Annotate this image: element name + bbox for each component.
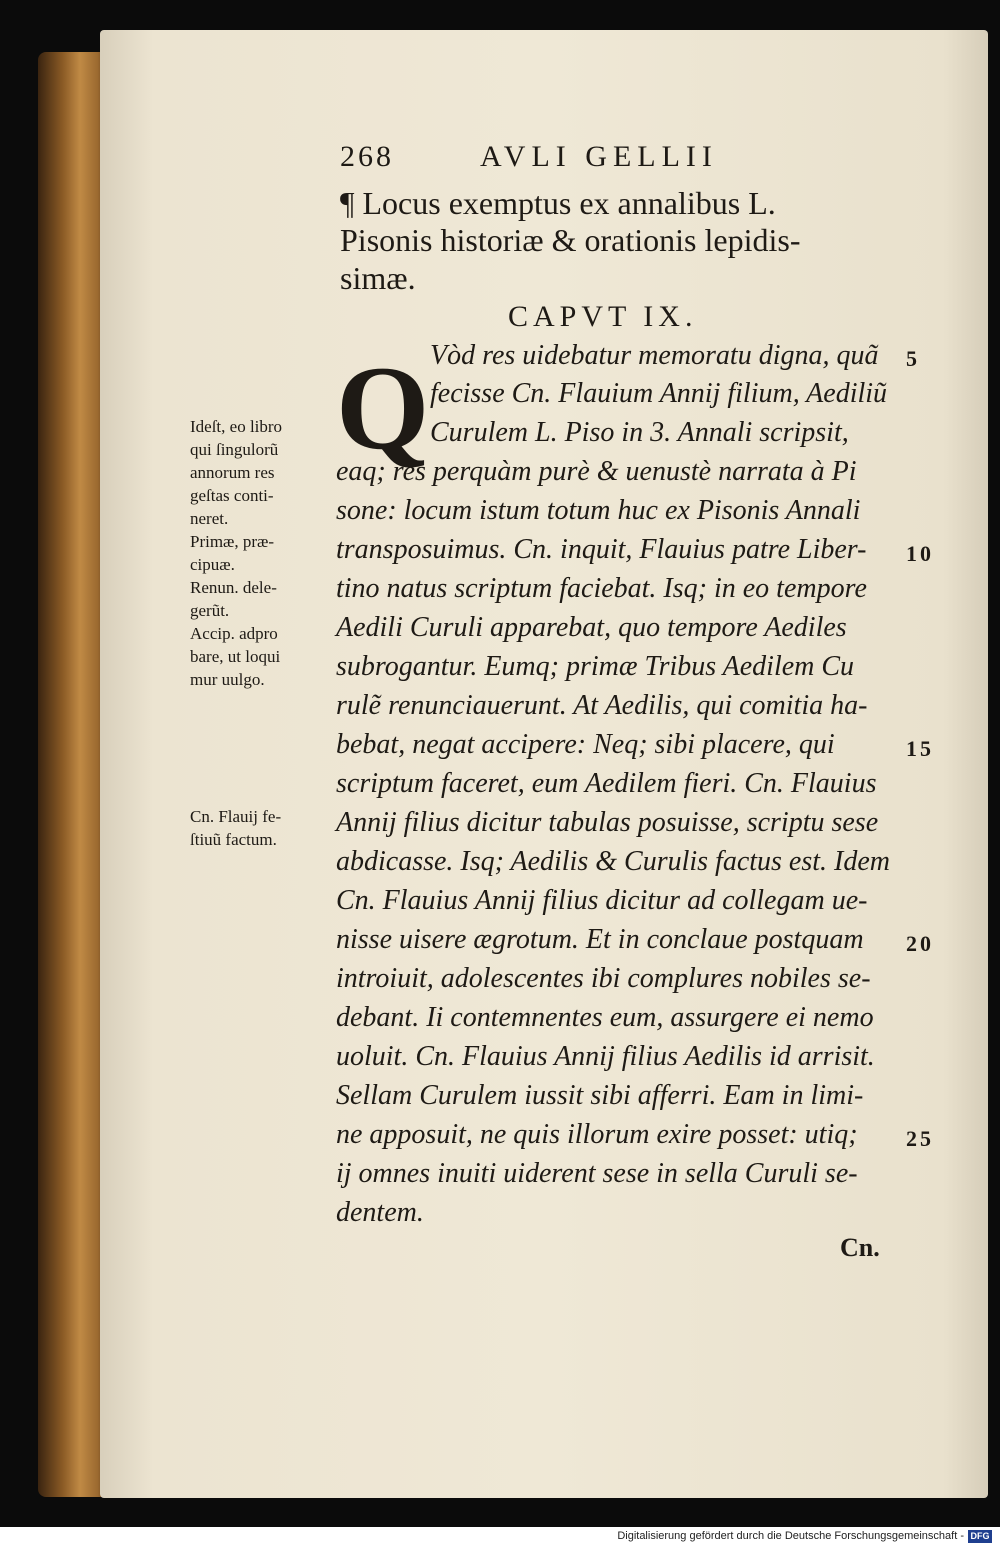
footer-bar: [0, 1527, 1000, 1547]
marginal-note-line: qui ſingulorũ: [190, 440, 279, 459]
body-line: Sellam Curulem iussit sibi afferri. Eam in limi-: [336, 1080, 864, 1111]
book-page: [100, 30, 988, 1498]
marginal-note-line: Primæ, præ-: [190, 532, 275, 551]
body-line: nisse uisere ægrotum. Et in conclaue postquam: [336, 924, 864, 955]
chapter-title-line: Pisonis historiæ & orationis lepidis-: [340, 222, 801, 258]
footer-credit: Digitalisierung gefördert durch die Deutsche Forschungsgemeinschaft -: [617, 1530, 964, 1542]
running-header: [340, 140, 840, 180]
marginal-note-line: Accip. adpro: [190, 624, 278, 643]
body-line: debant. Ii contemnentes eum, assurgere ei nemo: [336, 1002, 874, 1033]
body-line: dentem.: [336, 1197, 424, 1228]
marginal-note-line: cipuæ.: [190, 555, 235, 574]
marginal-note-line: geſtas conti-: [190, 486, 274, 505]
marginal-note-line: gerũt.: [190, 601, 230, 620]
page-number: 268: [340, 140, 394, 173]
body-line: introiuit, adolescentes ibi complures nobiles se-: [336, 963, 871, 994]
marginal-note-line: neret.: [190, 509, 229, 528]
marginal-note-line: bare, ut loqui: [190, 647, 281, 666]
body-line: abdicasse. Isq; Aedilis & Curulis factus est. Idem: [336, 846, 890, 877]
body-line: scriptum faceret, eum Aedilem fieri. Cn. Flauius: [336, 768, 877, 799]
book-fore-edge: [38, 52, 108, 1497]
line-number: 25: [906, 1126, 934, 1151]
body-line: subrogantur. Eumq; primæ Tribus Aedilem Cu: [336, 651, 855, 682]
body-line: eaq; res perquàm purè & uenustè narrata à Pi: [336, 456, 857, 487]
line-number: 20: [906, 931, 934, 956]
body-line: rulẽ renunciauerunt. At Aedilis, qui comitia ha-: [336, 690, 868, 721]
body-line: sone: locum istum totum huc ex Pisonis Annali: [336, 495, 861, 526]
body-line: tino natus scriptum faciebat. Isq; in eo tempore: [336, 573, 867, 604]
body-line: Aedili Curuli apparebat, quo tempore Aediles: [336, 612, 847, 643]
chapter-title-line: simæ.: [340, 260, 416, 296]
body-line: Annij filius dicitur tabulas posuisse, scriptu sese: [336, 807, 879, 838]
chapter-heading: CAPVT IX.: [508, 300, 698, 333]
body-line: uoluit. Cn. Flauius Annij filius Aedilis id arrisit.: [336, 1041, 875, 1072]
body-line: bebat, negat accipere: Neq; sibi placere, qui: [336, 729, 835, 760]
marginal-note-line: annorum res: [190, 463, 275, 482]
body-line: Cn. Flauius Annij filius dicitur ad collegam ue-: [336, 885, 868, 916]
chapter-title-line: ¶ Locus exemptus ex annalibus L.: [340, 185, 776, 221]
body-line: Vòd res uidebatur memoratu digna, quã: [430, 340, 879, 371]
body-line: transposuimus. Cn. inquit, Flauius patre Liber-: [336, 534, 867, 565]
drop-cap: Q: [336, 341, 430, 474]
body-line: fecisse Cn. Flauium Annij filium, Aediliũ: [430, 378, 888, 409]
marginal-note: [190, 805, 325, 851]
marginal-note-line: Renun. dele-: [190, 578, 277, 597]
running-title: AVLI GELLII: [480, 140, 718, 173]
body-line: ne apposuit, ne quis illorum exire posset: utiq;: [336, 1119, 858, 1150]
marginal-note-line: Ideſt, eo libro: [190, 417, 283, 436]
dfg-logo: DFG: [968, 1530, 992, 1543]
marginal-note-line: Cn. Flauij fe-: [190, 807, 282, 826]
body-line: Curulem L. Piso in 3. Annali scripsit,: [430, 417, 849, 448]
marginal-note-line: mur uulgo.: [190, 670, 265, 689]
marginal-note-line: ſtiuũ factum.: [190, 830, 277, 849]
line-number: 10: [906, 541, 934, 566]
marginal-note: [190, 415, 325, 691]
line-number: 5: [906, 346, 920, 371]
catchword: Cn.: [840, 1233, 880, 1262]
body-line: ij omnes inuiti uiderent sese in sella Curuli se-: [336, 1158, 858, 1189]
line-number: 15: [906, 736, 934, 761]
